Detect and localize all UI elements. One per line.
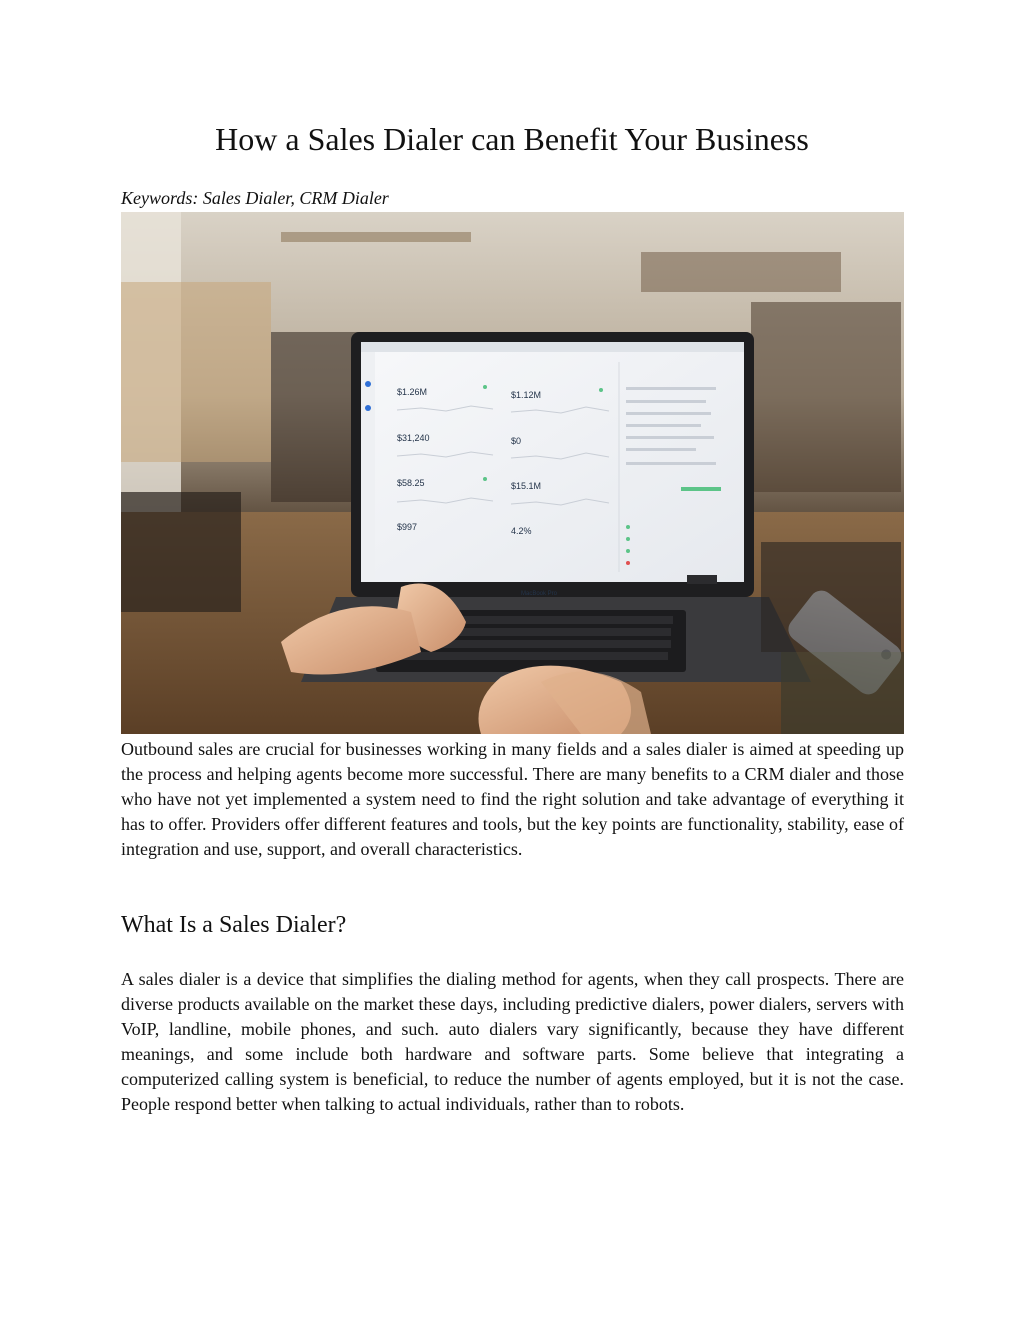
section-heading: What Is a Sales Dialer? (121, 912, 347, 938)
intro-paragraph: Outbound sales are crucial for businesses working in many fields and a sales dialer is aimed at speeding up the process and helping agents become more successful. There are many benefits to a CRM dialer and those who have not yet implemented a system need to find the right solution and take advantage of everything it has to offer. Providers offer different features and tools, but the key points are functionality, stability, ease of integration and use, support, and overall characteristics. (121, 739, 904, 859)
screen-metric-1: $1.26M (397, 387, 428, 397)
page-title: How a Sales Dialer can Benefit Your Business (215, 121, 809, 157)
screen-metric-5: $58.25 (397, 478, 425, 488)
laptop-dashboard-photo (121, 212, 904, 734)
screen-metric-6: $15.1M (511, 481, 542, 491)
screen-metric-2: $1.12M (511, 390, 542, 400)
screen-metric-3: $31,240 (397, 433, 430, 443)
screen-metric-8: 4.2% (511, 526, 532, 536)
laptop-brand-label: MacBook Pro (521, 591, 558, 597)
screen-metric-7: $997 (397, 522, 418, 532)
keywords-line: Keywords: Sales Dialer, CRM Dialer (121, 188, 389, 208)
screen-metric-4: $0 (511, 436, 522, 446)
body-paragraph: A sales dialer is a device that simplifies the dialing method for agents, when they call prospects. There are diverse products available on the market these days, including predictive dialers, power dialers, servers with VoIP, landline, mobile phones, and such. auto dialers vary significantly, because they have different meanings, and some include both hardware and software parts. Some believe that integrating a computerized calling system is beneficial, to reduce the number of agents employed, but it is not the case. People respond better when talking to actual individuals, rather than to robots. (121, 969, 904, 1114)
